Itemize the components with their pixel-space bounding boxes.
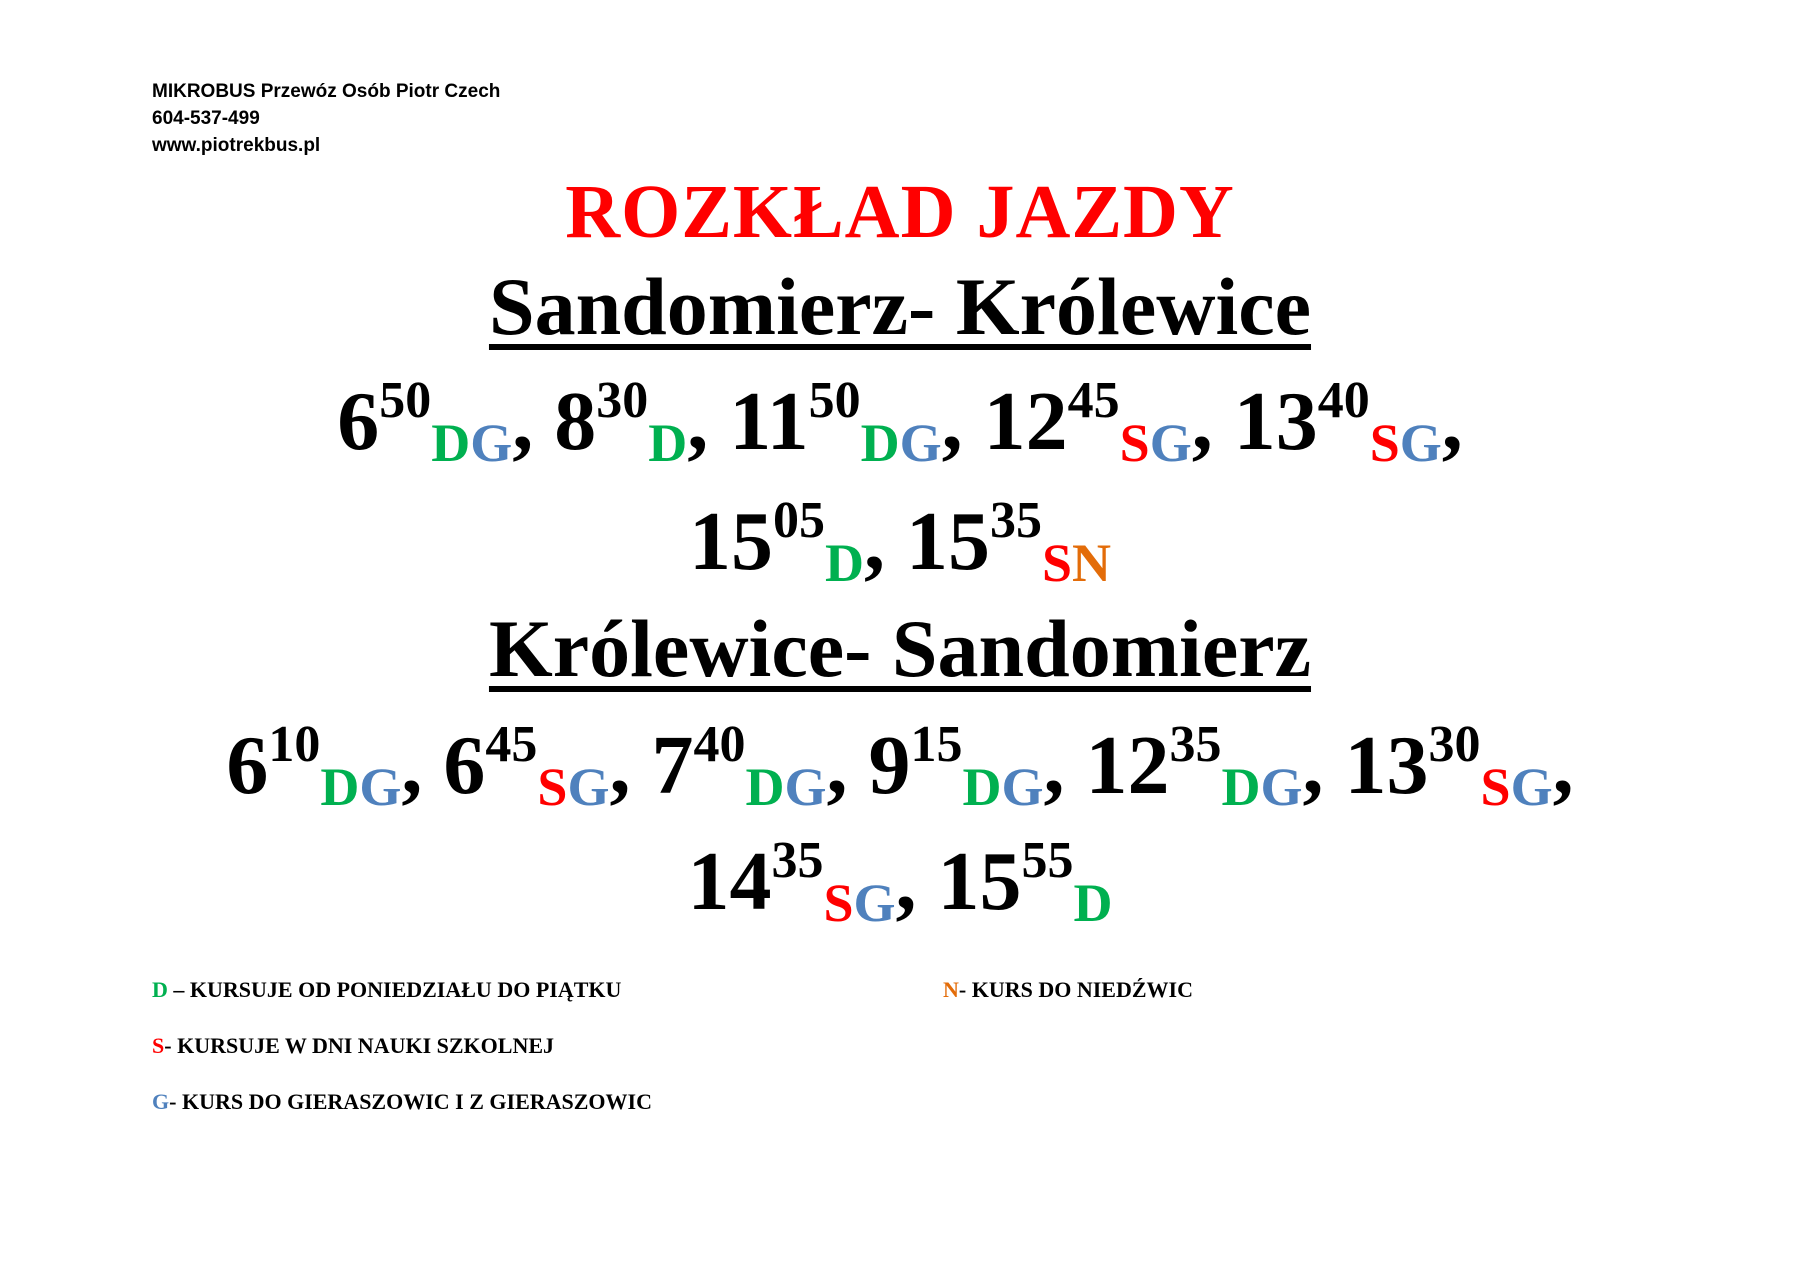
code-d: D: [962, 757, 1002, 817]
departure-minute: 35: [1169, 716, 1222, 773]
departure-time: [937, 832, 1113, 933]
legend-item-g: [152, 1089, 652, 1115]
departure-minute: 35: [771, 832, 824, 889]
legend-text: - KURSUJE W DNI NAUKI SZKOLNEJ: [164, 1033, 555, 1058]
departure-minute: 05: [772, 492, 825, 549]
code-g: G: [899, 413, 942, 473]
departure-hour: 12: [983, 375, 1068, 468]
separator: ,: [512, 375, 534, 468]
legend-item-s: [152, 1033, 554, 1059]
timetable-line: [0, 372, 1800, 472]
departure-hour: 15: [937, 835, 1022, 928]
code-g: G: [567, 757, 610, 817]
departure-hour: 6: [337, 375, 380, 468]
separator: ,: [1043, 719, 1065, 812]
legend-text: - KURS DO GIERASZOWIC I Z GIERASZOWIC: [169, 1089, 652, 1114]
code-g: G: [359, 757, 402, 817]
code-n: N: [1072, 533, 1112, 593]
departure-minute: 35: [989, 492, 1042, 549]
legend-item-n: [943, 977, 1193, 1003]
code-d: D: [824, 533, 864, 593]
departure-minute: 40: [693, 716, 746, 773]
departure-time: [983, 372, 1213, 473]
departure-time: [226, 716, 423, 817]
separator: ,: [1191, 375, 1213, 468]
departure-codes: [1042, 533, 1111, 593]
legend-text: – KURSUJE OD PONIEDZIAŁU DO PIĄTKU: [167, 977, 622, 1002]
code-g: G: [1149, 413, 1192, 473]
legend-item-d: [152, 977, 621, 1003]
separator: ,: [1552, 719, 1574, 812]
departure-time: [1085, 716, 1324, 817]
route-name: Królewice- Sandomierz: [488, 603, 1312, 694]
legend-text: - KURS DO NIEDŹWIC: [958, 977, 1193, 1002]
code-d: D: [1073, 873, 1113, 933]
departure-hour: 12: [1085, 719, 1170, 812]
departure-codes: [823, 873, 895, 933]
departure-hour: 8: [554, 375, 597, 468]
company-phone: 604-537-499: [152, 108, 260, 129]
departure-minute: 45: [485, 716, 538, 773]
legend-code: D: [152, 977, 168, 1002]
departure-codes: [648, 413, 687, 473]
departure-hour: 11: [729, 375, 809, 468]
separator: ,: [609, 719, 631, 812]
code-s: S: [1041, 533, 1073, 593]
route-title-krolewice-sandomierz: [0, 604, 1800, 694]
code-d: D: [745, 757, 785, 817]
departure-hour: 15: [905, 495, 990, 588]
departure-time: [868, 716, 1065, 817]
timetable-line: [0, 832, 1800, 932]
departure-time: [905, 492, 1112, 593]
departure-minute: 45: [1067, 372, 1120, 429]
departure-hour: 6: [443, 719, 486, 812]
code-d: D: [860, 413, 900, 473]
code-s: S: [1369, 413, 1400, 473]
departure-minute: 30: [596, 372, 649, 429]
departure-codes: [745, 757, 826, 817]
departure-codes: [431, 413, 512, 473]
code-d: D: [320, 757, 360, 817]
legend-code: N: [943, 977, 959, 1002]
departure-codes: [1074, 873, 1113, 933]
code-g: G: [470, 413, 513, 473]
company-website: www.piotrekbus.pl: [152, 135, 321, 156]
timetable-line: [0, 492, 1800, 592]
departure-hour: 15: [688, 495, 773, 588]
departure-minute: 10: [268, 716, 321, 773]
departure-hour: 7: [651, 719, 694, 812]
code-g: G: [1001, 757, 1044, 817]
code-s: S: [537, 757, 568, 817]
code-d: D: [648, 413, 688, 473]
departure-hour: 13: [1233, 375, 1318, 468]
departure-time: [554, 372, 709, 473]
code-s: S: [823, 873, 854, 933]
timetable-line: [0, 716, 1800, 816]
route-title-sandomierz-krolewice: [0, 262, 1800, 352]
code-s: S: [1480, 757, 1511, 817]
departure-hour: 14: [687, 835, 772, 928]
company-name: MIKROBUS Przewóz Osób Piotr Czech: [152, 81, 501, 102]
departure-minute: 40: [1317, 372, 1370, 429]
page-title: ROZKŁAD JAZDY: [565, 170, 1235, 254]
departure-codes: [1370, 413, 1442, 473]
separator: ,: [826, 719, 848, 812]
departure-minute: 50: [808, 372, 861, 429]
code-d: D: [431, 413, 471, 473]
departure-time: [443, 716, 631, 817]
departure-hour: 6: [226, 719, 269, 812]
departure-codes: [861, 413, 942, 473]
departure-time: [729, 372, 963, 473]
company-info: [152, 78, 500, 159]
departure-time: [651, 716, 848, 817]
departure-minute: 55: [1021, 832, 1074, 889]
departure-minute: 50: [379, 372, 432, 429]
legend-code: S: [152, 1033, 165, 1058]
separator: ,: [401, 719, 423, 812]
departure-codes: [537, 757, 609, 817]
code-g: G: [1399, 413, 1442, 473]
departure-minute: 30: [1428, 716, 1481, 773]
legend-code: G: [152, 1089, 170, 1114]
separator: ,: [941, 375, 963, 468]
code-s: S: [1119, 413, 1150, 473]
departure-codes: [320, 757, 401, 817]
departure-time: [1344, 716, 1574, 817]
separator: ,: [863, 495, 885, 588]
departure-hour: 9: [868, 719, 911, 812]
departure-codes: [1481, 757, 1553, 817]
separator: ,: [1302, 719, 1324, 812]
separator: ,: [1441, 375, 1463, 468]
code-g: G: [1510, 757, 1553, 817]
departure-time: [688, 492, 885, 593]
departure-hour: 13: [1344, 719, 1429, 812]
code-g: G: [853, 873, 896, 933]
code-g: G: [784, 757, 827, 817]
departure-time: [1233, 372, 1463, 473]
code-d: D: [1221, 757, 1261, 817]
departure-codes: [963, 757, 1044, 817]
code-g: G: [1260, 757, 1303, 817]
departure-codes: [825, 533, 864, 593]
departure-minute: 15: [910, 716, 963, 773]
route-name: Sandomierz- Królewice: [488, 261, 1312, 352]
departure-codes: [1120, 413, 1192, 473]
separator: ,: [895, 835, 917, 928]
departure-codes: [1222, 757, 1303, 817]
departure-time: [687, 832, 917, 933]
departure-time: [337, 372, 534, 473]
separator: ,: [687, 375, 709, 468]
